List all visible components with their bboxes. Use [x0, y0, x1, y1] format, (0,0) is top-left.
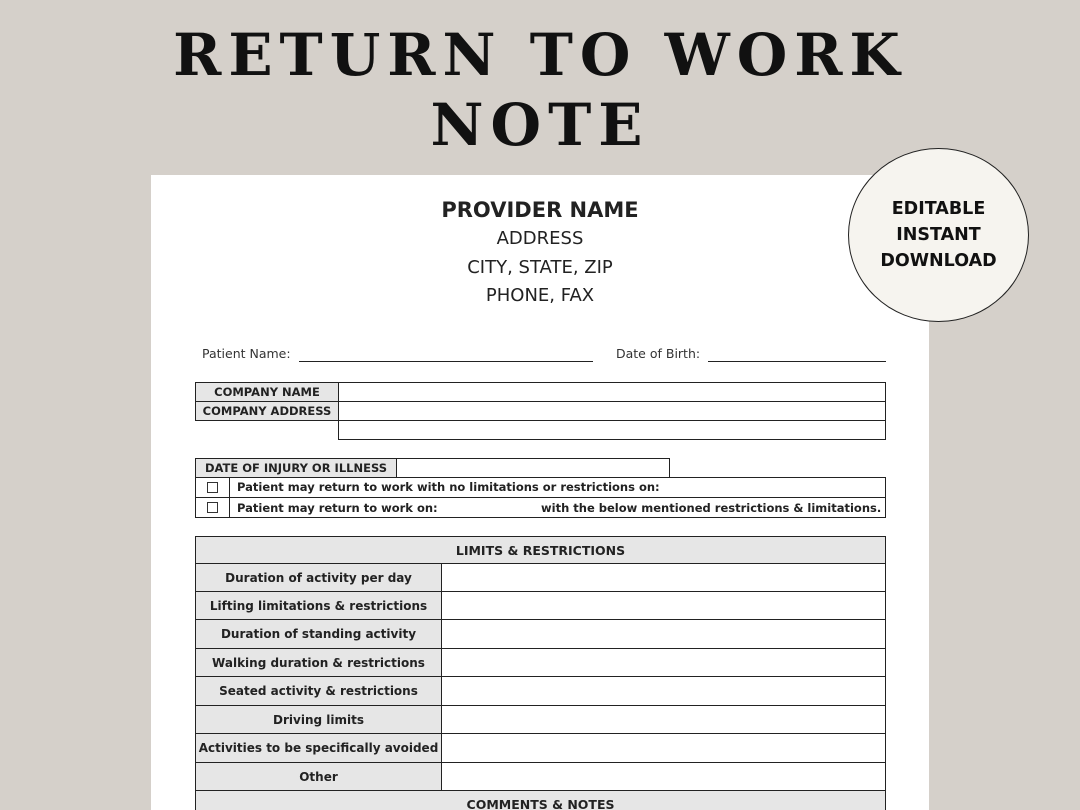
provider-address: ADDRESS [496, 228, 584, 249]
banner-title-line-1: RETURN TO WORK [173, 21, 907, 89]
option-with-limits-prefix: Patient may return to work on: [237, 501, 438, 515]
limit-row-label: Activities to be specifically avoided [195, 733, 442, 763]
limit-row-label: Seated activity & restrictions [195, 676, 442, 706]
limit-row-field[interactable] [441, 619, 886, 649]
form-sheet [151, 175, 929, 810]
limit-row-label: Driving limits [195, 705, 442, 734]
patient-name-label: Patient Name: [202, 346, 291, 361]
checkbox-with-limits[interactable] [207, 502, 218, 513]
limit-row-field[interactable] [441, 676, 886, 706]
dob-label: Date of Birth: [616, 346, 701, 361]
limit-row-field[interactable] [441, 563, 886, 592]
company-address-field-2[interactable] [338, 420, 886, 440]
editable-badge [848, 148, 1029, 322]
badge-line-2: INSTANT [896, 225, 981, 245]
limit-row-field[interactable] [441, 705, 886, 734]
checkbox-no-limits[interactable] [207, 482, 218, 493]
limits-header: LIMITS & RESTRICTIONS [195, 536, 886, 564]
limit-row-label: Duration of activity per day [195, 563, 442, 592]
patient-name-field[interactable] [299, 361, 593, 362]
limit-row-label: Other [195, 762, 442, 791]
limit-row-field[interactable] [441, 591, 886, 620]
limit-row-label: Walking duration & restrictions [195, 648, 442, 677]
provider-phone-fax: PHONE, FAX [485, 285, 595, 306]
badge-line-1: EDITABLE [891, 199, 986, 219]
limit-row-field[interactable] [441, 648, 886, 677]
banner-title-line-2: NOTE [430, 91, 650, 159]
company-address-field[interactable] [338, 401, 886, 421]
badge-line-3: DOWNLOAD [880, 251, 997, 271]
provider-city-state-zip: CITY, STATE, ZIP [467, 256, 613, 278]
company-address-label: COMPANY ADDRESS [195, 401, 339, 421]
banner-title [0, 20, 1080, 160]
option-with-limits-suffix: with the below mentioned restrictions & limitations. [541, 501, 882, 515]
provider-header [151, 195, 929, 311]
limit-row-label: Lifting limitations & restrictions [195, 591, 442, 620]
comments-header: COMMENTS & NOTES [195, 790, 886, 810]
company-name-label: COMPANY NAME [195, 382, 339, 402]
injury-date-label: DATE OF INJURY OR ILLNESS [195, 458, 397, 478]
company-name-field[interactable] [338, 382, 886, 402]
provider-name: PROVIDER NAME [441, 198, 639, 222]
limit-row-label: Duration of standing activity [195, 619, 442, 649]
limit-row-field[interactable] [441, 733, 886, 763]
limit-row-field[interactable] [441, 762, 886, 791]
dob-field[interactable] [708, 361, 886, 362]
injury-date-field[interactable] [396, 458, 670, 478]
option-no-limits-text: Patient may return to work with no limitations or restrictions on: [237, 480, 660, 494]
